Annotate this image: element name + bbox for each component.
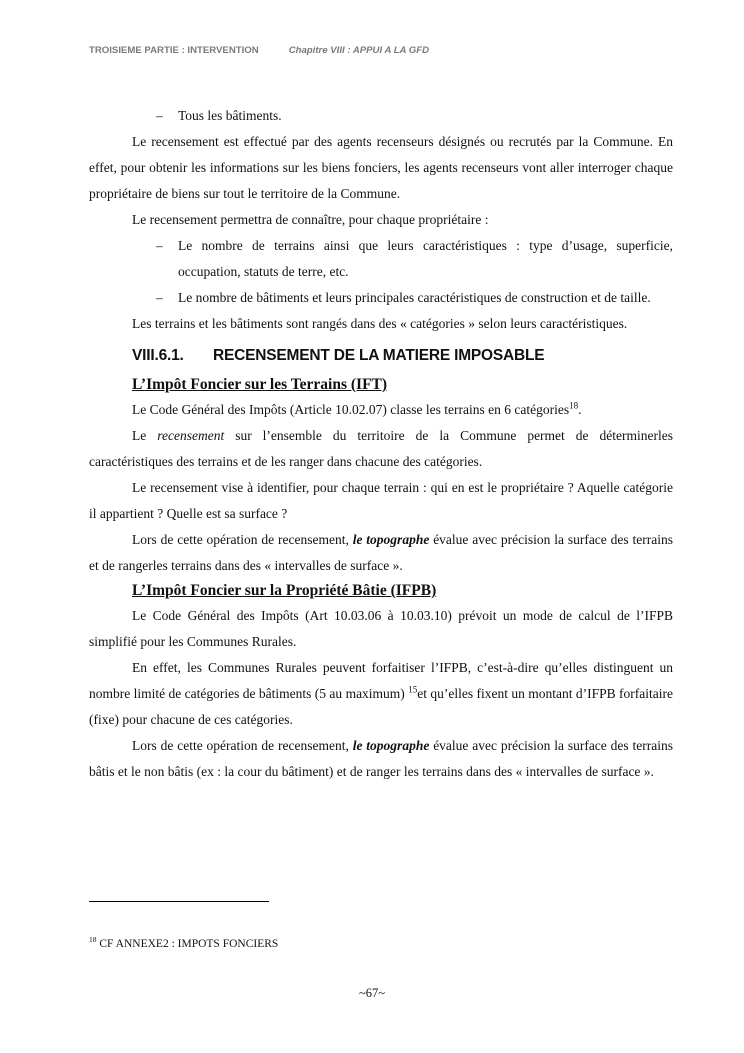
subsection-heading-ift: L’Impôt Foncier sur les Terrains (IFT) (132, 376, 388, 393)
paragraph: Le recensement est effectué par des agents recenseurs désignés ou recrutés par la Commune. En effet, pour obtenir les informations sur les biens fonciers, les agents recenseurs vont aller interroger chaque propriétaire de biens sur tout le territoire de la Commune. (89, 134, 673, 201)
paragraph: Le Code Général des Impôts (Article 10.02.07) classe les terrains en 6 catégories$^{18}$. (132, 400, 582, 417)
paragraph: Lors de cette opération de recensement, le topographe évalue avec précision la surface des terrains bâtis et le non bâtis (ex : la cour du bâtiment) et de ranger les terrains dans des « intervalles de surface ». (89, 738, 673, 779)
bullet-text: Tous les bâtiments. (178, 108, 282, 123)
dash-marker: – (156, 238, 163, 253)
paragraph: Le Code Général des Impôts (Art 10.03.06 à 10.03.10) prévoit un mode de calcul de l’IFPB simplifié pour les Communes Rurales. (89, 608, 673, 649)
footnote-ref: 15 (408, 684, 418, 695)
section-heading (132, 345, 673, 367)
bullet-item (89, 103, 673, 129)
subsection-heading-ifpb: L’Impôt Foncier sur la Propriété Bâtie (IFPB) (132, 582, 437, 599)
footnote-mark: 18 (89, 935, 97, 945)
footnote-ref: 18 (569, 400, 579, 411)
header-part: TROISIEME PARTIE : INTERVENTION (89, 45, 259, 56)
paragraph: En effet, les Communes Rurales peuvent forfaitiser l’IFPB, c’est-à-dire qu’elles distinguent un nombre limité de catégories de bâtiments (5 au maximum) $^{15}$et qu’elles fixent un montant d’IFPB forfaitaire (fixe) pour chacune de ces catégories. (89, 660, 673, 727)
page-number: ~67~ (358, 986, 386, 1000)
bullet-item (89, 285, 673, 311)
paragraph: Le recensement vise à identifier, pour chaque terrain : qui en est le propriétaire ? Aquelle catégorie il appartient ? Quelle est sa surface ? (89, 480, 673, 521)
footnote-separator (89, 901, 269, 902)
dash-marker: – (156, 108, 163, 123)
footnote-text: CF ANNEXE2 : IMPOTS FONCIERS (96, 938, 279, 950)
section-title: RECENSEMENT DE LA MATIERE IMPOSABLE (213, 347, 545, 364)
bullet-item (89, 233, 673, 285)
header-chapter: Chapitre VIII : APPUI A LA GFD (288, 45, 430, 56)
running-header (89, 45, 429, 56)
paragraph: Lors de cette opération de recensement, le topographe évalue avec précision la surface des terrains et de rangerles terrains dans des « intervalles de surface ». (89, 532, 673, 573)
footnote (89, 935, 279, 950)
paragraph: Le recensement permettra de connaître, pour chaque propriétaire : (132, 212, 489, 227)
bullet-text: Le nombre de bâtiments et leurs principales caractéristiques de construction et de taille. (178, 290, 651, 305)
paragraph: Le recensement sur l’ensemble du territoire de la Commune permet de déterminerles caractéristiques des terrains et de les ranger dans chacune des catégories. (89, 428, 673, 469)
bullet-text: Le nombre de terrains ainsi que leurs caractéristiques : type d’usage, superficie, occupation, statuts de terre, etc. (178, 238, 673, 279)
dash-marker: – (156, 290, 163, 305)
paragraph: Les terrains et les bâtiments sont rangés dans des « catégories » selon leurs caractéristiques. (132, 316, 628, 331)
body-text (89, 103, 673, 785)
section-number: VIII.6.1. (132, 347, 184, 364)
